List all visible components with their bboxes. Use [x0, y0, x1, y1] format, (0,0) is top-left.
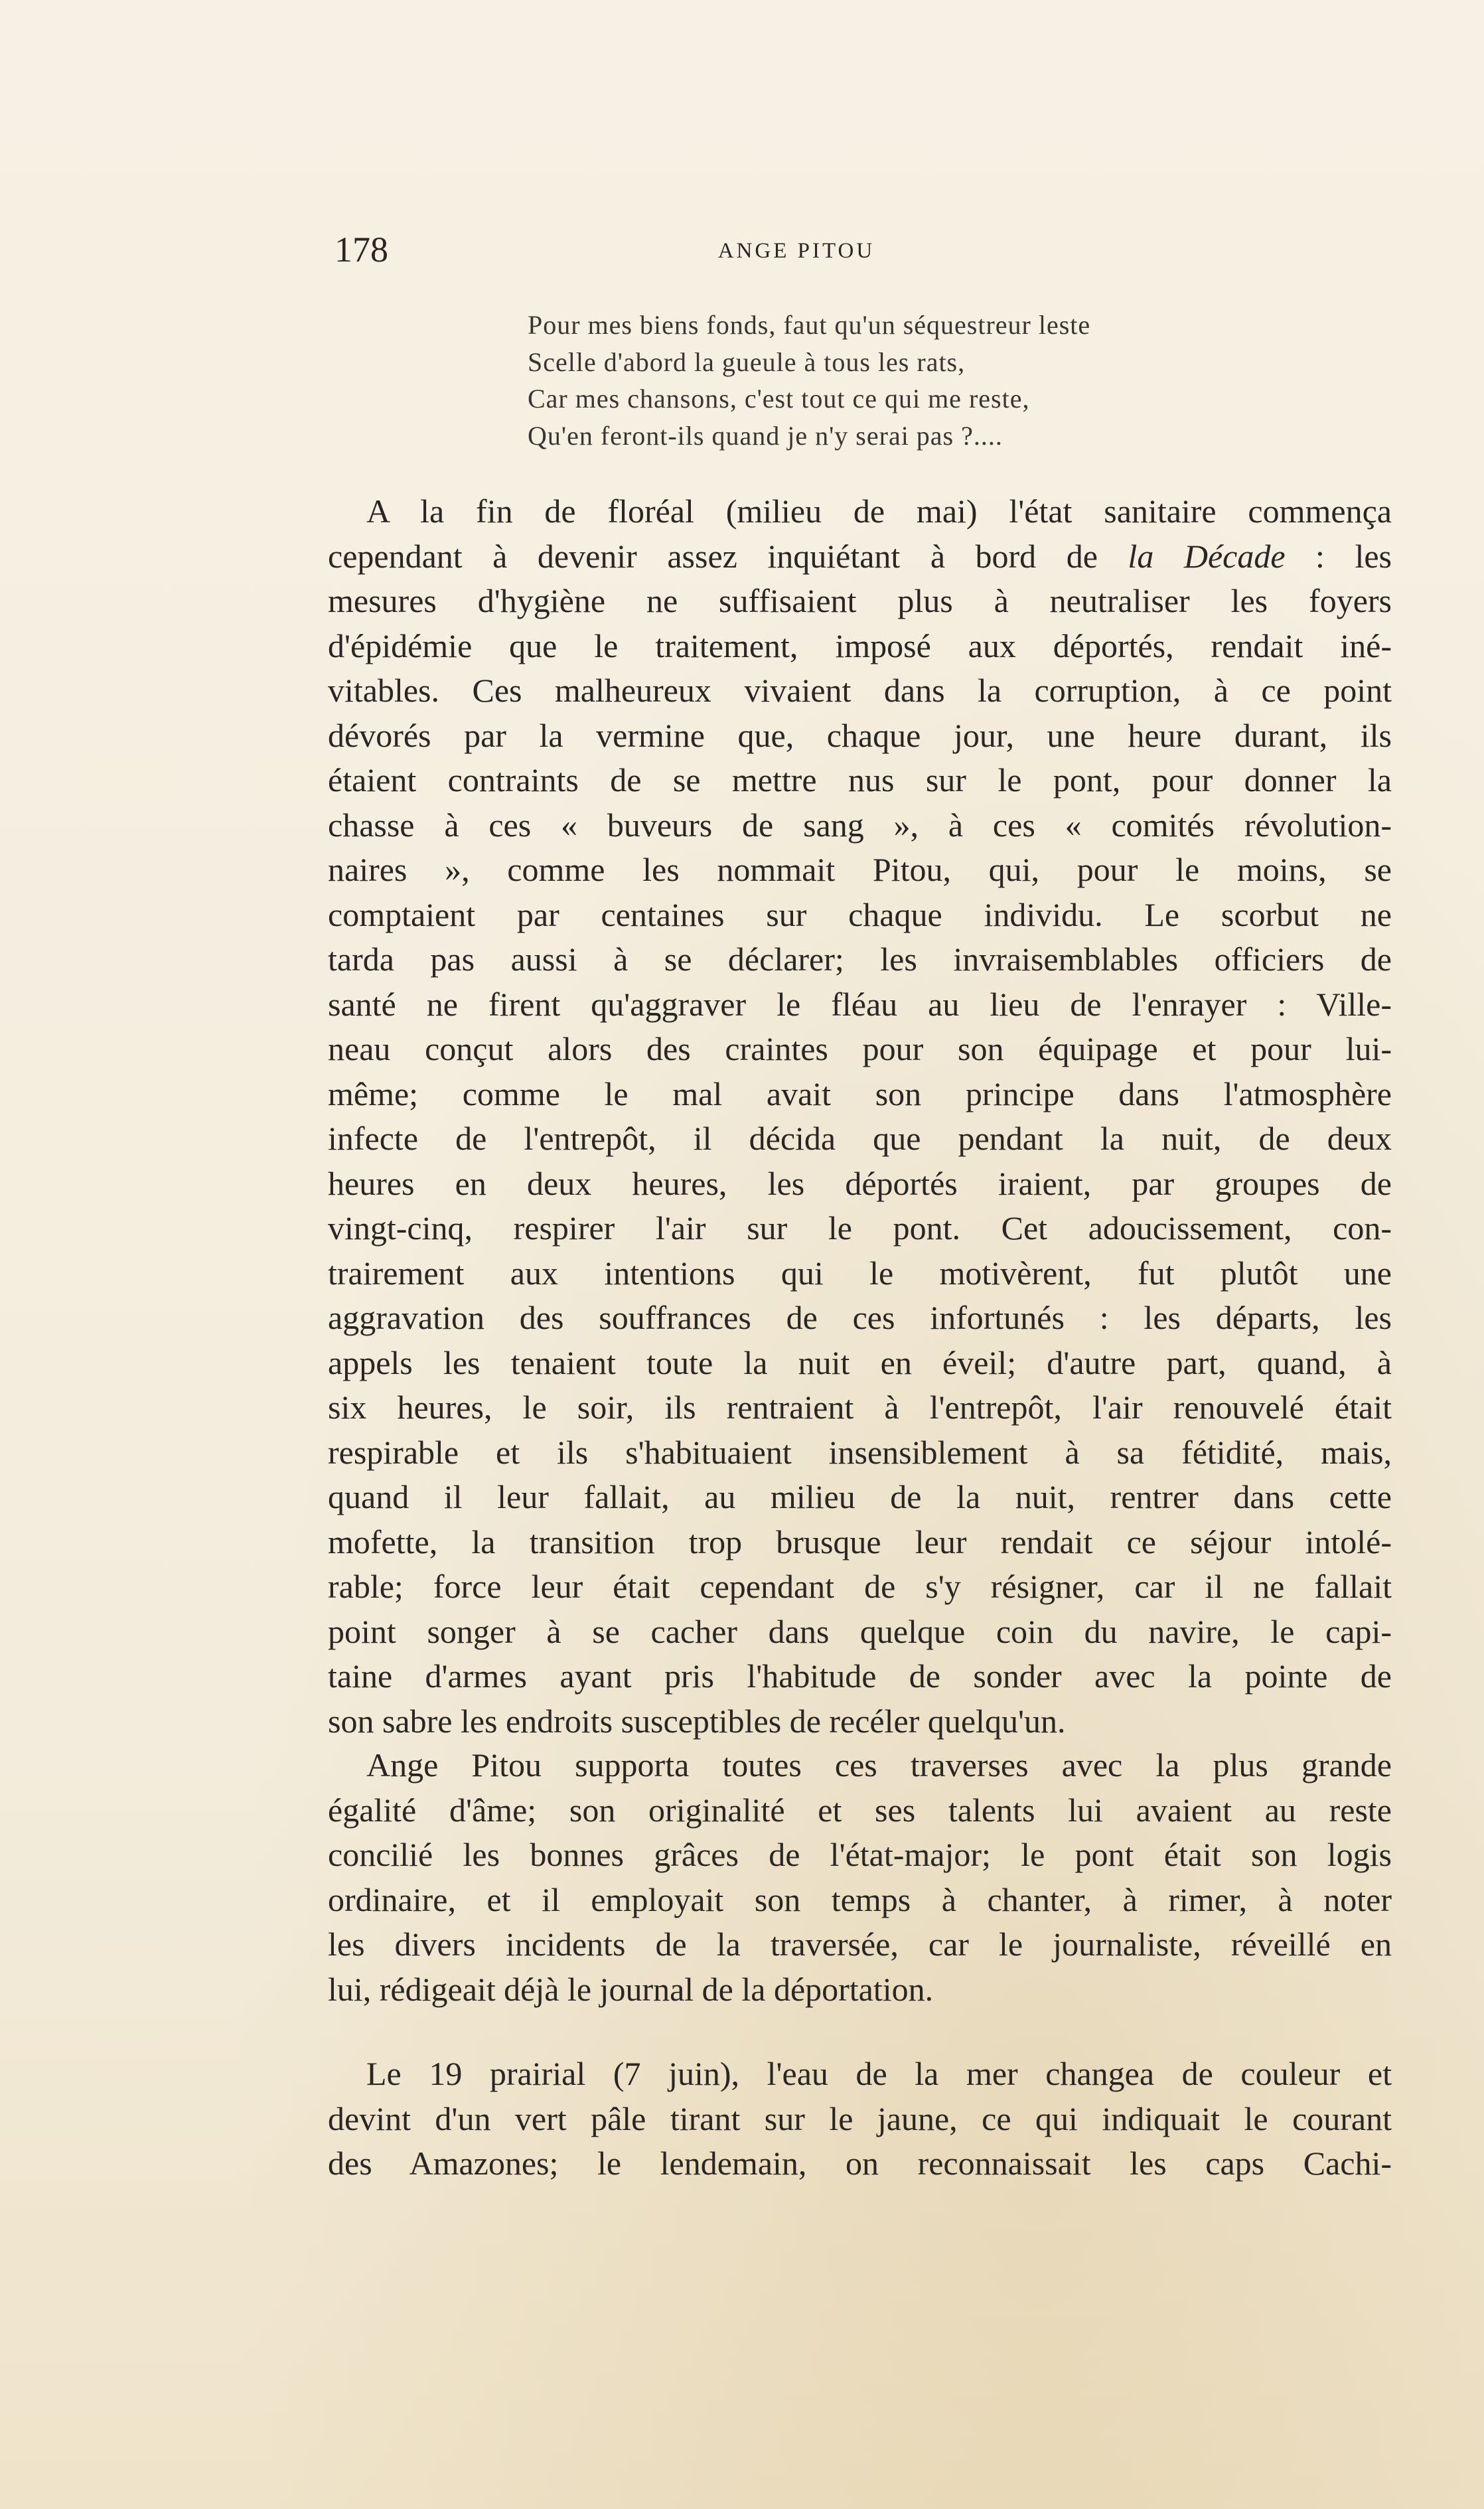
text-line: neau conçut alors des craintes pour son équipage et pour lui-: [328, 1030, 1392, 1067]
text-line: infecte de l'entrepôt, il décida que pendant la nuit, de deux: [328, 1120, 1392, 1157]
text-line: Le 19 prairial (7 juin), l'eau de la mer changea de couleur et: [366, 2055, 1392, 2092]
page-number: 178: [334, 230, 388, 269]
text-line: des Amazones; le lendemain, on reconnaissait les caps Cachi-: [328, 2145, 1392, 2182]
text-line: rable; force leur était cependant de s'y résigner, car il ne fallait: [328, 1568, 1392, 1605]
text-line: lui, rédigeait déjà le journal de la déportation.: [328, 1970, 934, 2008]
text-line: même; comme le mal avait son principe dans l'atmosphère: [328, 1075, 1392, 1112]
paragraph: [328, 2052, 1392, 2186]
running-title: ANGE PITOU: [717, 239, 875, 263]
text-line: les divers incidents de la traversée, car le journaliste, réveillé en: [328, 1926, 1392, 1963]
text-line: d'épidémie que le traitement, imposé aux déportés, rendait iné-: [328, 627, 1392, 664]
paragraph: [328, 1743, 1392, 2012]
verse-line: Car mes chansons, c'est tout ce qui me reste,: [528, 384, 1030, 414]
text-line: vingt-cinq, respirer l'air sur le pont. Cet adoucissement, con-: [328, 1209, 1392, 1247]
text-line: concilié les bonnes grâces de l'état-major; le pont était son logis: [328, 1836, 1392, 1873]
text-line: santé ne firent qu'aggraver le fléau au lieu de l'enrayer : Ville-: [328, 985, 1392, 1023]
text-line: ordinaire, et il employait son temps à chanter, à rimer, à noter: [328, 1880, 1392, 1918]
text-line: mesures d'hygiène ne suffisaient plus à neutraliser les foyers: [328, 582, 1392, 619]
text-line: A la fin de floréal (milieu de mai) l'état sanitaire commença: [366, 493, 1392, 530]
text-line: vitables. Ces malheureux vivaient dans la corruption, à ce point: [328, 672, 1392, 709]
text-line: aggravation des souffrances de ces infortunés : les départs, les: [328, 1299, 1392, 1336]
verse-line: Scelle d'abord la gueule à tous les rats,: [528, 346, 966, 377]
text-line: étaient contraints de se mettre nus sur le pont, pour donner la: [328, 761, 1392, 798]
text-line: mofette, la transition trop brusque leur rendait ce séjour intolé-: [328, 1523, 1392, 1560]
text-line: Ange Pitou supporta toutes ces traverses avec la plus grande: [366, 1746, 1392, 1784]
text-line: égalité d'âme; son originalité et ses talents lui avaient au reste: [328, 1791, 1392, 1829]
text-line: naires », comme les nommait Pitou, qui, pour le moins, se: [328, 851, 1392, 888]
text-line: trairement aux intentions qui le motivèrent, fut plutôt une: [328, 1254, 1392, 1292]
verse-line: Qu'en feront-ils quand je n'y serai pas ?....: [528, 420, 1003, 451]
text-line: heures en deux heures, les déportés iraient, par groupes de: [328, 1164, 1392, 1202]
text-line: cependant à devenir assez inquiétant à bord de la Décade : les: [328, 537, 1392, 575]
text-line: tarda pas aussi à se déclarer; les invraisemblables officiers de: [328, 941, 1392, 978]
text-line: dévorés par la vermine que, chaque jour, une heure durant, ils: [328, 716, 1392, 754]
text-line: taine d'armes ayant pris l'habitude de sonder avec la pointe de: [328, 1657, 1392, 1695]
text-line: six heures, le soir, ils rentraient à l'entrepôt, l'air renouvelé était: [328, 1389, 1392, 1426]
text-line: appels les tenaient toute la nuit en éveil; d'autre part, quand, à: [328, 1343, 1392, 1381]
text-line: chasse à ces « buveurs de sang », à ces « comités révolution-: [328, 806, 1392, 844]
paragraph: [328, 489, 1392, 1744]
italic-title: la Décade: [1128, 537, 1286, 575]
text-line: quand il leur fallait, au milieu de la nuit, rentrer dans cette: [328, 1478, 1392, 1515]
verse-quote: [528, 307, 1090, 454]
verse-line: Pour mes biens fonds, faut qu'un séquestreur leste: [528, 310, 1091, 340]
text-line: point songer à se cacher dans quelque coin du navire, le capi-: [328, 1612, 1392, 1650]
text-line: respirable et ils s'habituaient insensiblement à sa fétidité, mais,: [328, 1433, 1392, 1471]
text-line: comptaient par centaines sur chaque individu. Le scorbut ne: [328, 895, 1392, 933]
text-line: son sabre les endroits susceptibles de recéler quelqu'un.: [328, 1702, 1066, 1740]
text-line: devint d'un vert pâle tirant sur le jaune, ce qui indiquait le courant: [328, 2099, 1392, 2137]
